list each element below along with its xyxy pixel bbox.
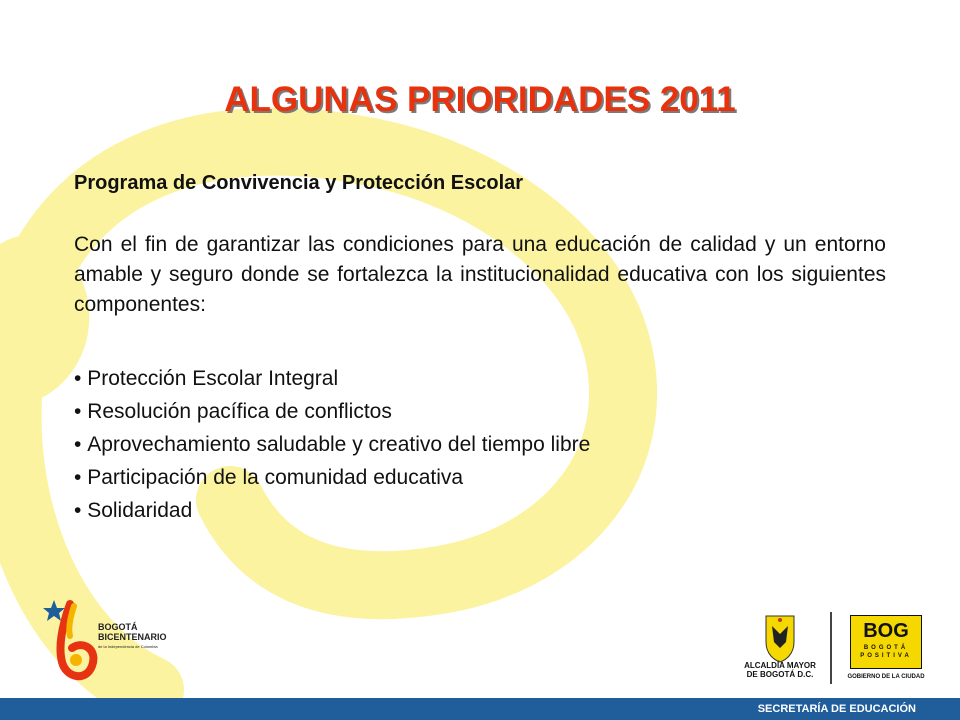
bicentenario-line: de la Independencia de Colombia — [98, 644, 158, 649]
footer-label: SECRETARÍA DE EDUCACIÓN — [757, 703, 916, 715]
slide-title: ALGUNAS PRIORIDADES 2011 — [224, 80, 736, 119]
bicentenario-line: BICENTENARIO — [98, 632, 167, 642]
alcaldia-line: DE BOGOTÁ D.C. — [746, 670, 814, 679]
program-subtitle: Programa de Convivencia y Protección Escolar — [74, 172, 524, 194]
list-item: • Aprovechamiento saludable y creativo del tiempo libre — [74, 428, 590, 461]
components-list — [74, 362, 590, 527]
list-item: • Solidaridad — [74, 494, 590, 527]
bog-main-text: BOG — [863, 620, 909, 642]
alcaldia-text — [732, 661, 828, 679]
bog-caption: GOBIERNO DE LA CIUDAD — [847, 674, 925, 680]
bog-small-text — [851, 644, 921, 660]
alcaldia-line: ALCALDÍA MAYOR — [744, 661, 816, 670]
list-item: • Protección Escolar Integral — [74, 362, 590, 395]
bicentenario-line: BOGOTÁ — [98, 622, 138, 632]
bogota-positiva-logo — [850, 615, 922, 669]
list-item: • Participación de la comunidad educativa — [74, 461, 590, 494]
list-item: • Resolución pacífica de conflictos — [74, 395, 590, 428]
footer-bar — [0, 698, 960, 720]
bicentenario-text — [98, 622, 167, 652]
bog-small-line: BOGOTÁ — [863, 645, 909, 651]
bog-small-line: POSITIVA — [860, 653, 912, 659]
description-paragraph: Con el fin de garantizar las condiciones para una educación de calidad y un entorno amable y seguro donde se fortalezca la institucionalidad educativa con los siguientes componentes: — [74, 233, 886, 316]
logo-divider — [830, 612, 832, 684]
